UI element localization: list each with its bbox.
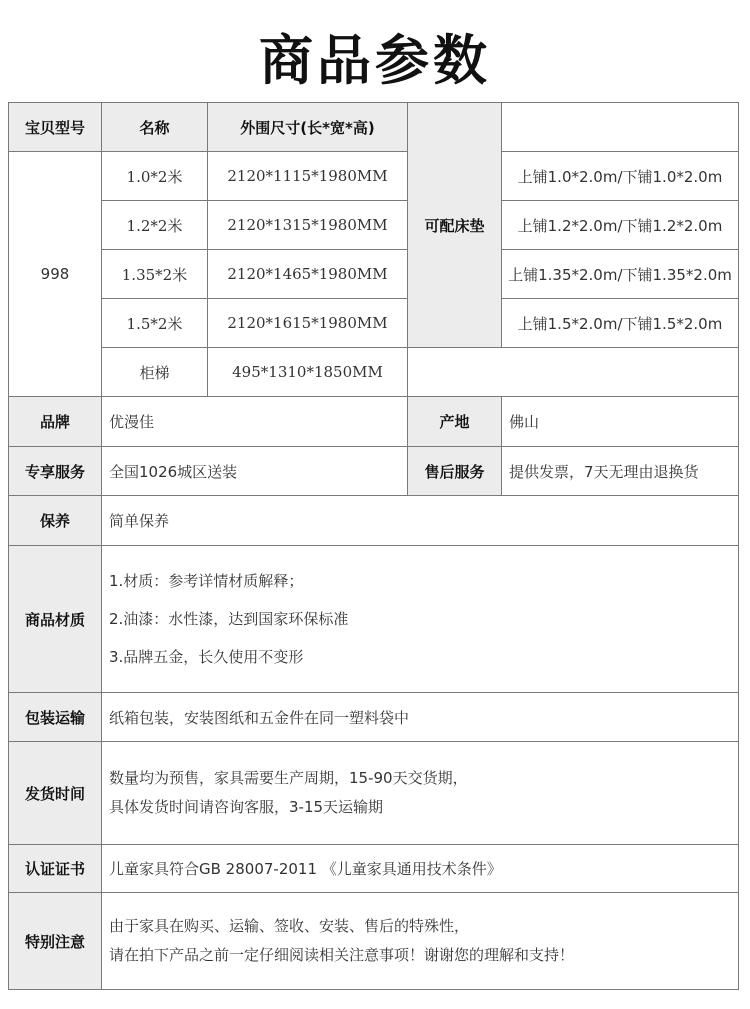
brand-value: 优漫佳 — [102, 397, 408, 447]
mattress-header-empty — [502, 103, 739, 152]
notice-line: 由于家具在购买、运输、签收、安装、售后的特殊性， — [109, 917, 470, 935]
header-row — [9, 103, 739, 152]
name-header: 名称 — [102, 103, 208, 152]
material-line: 2.油漆：水性漆，达到国家环保标准 — [109, 609, 349, 628]
size-dimensions: 2120*1115*1980MM — [208, 152, 408, 201]
mattress-size — [408, 348, 739, 397]
after-sales-label: 售后服务 — [408, 447, 502, 496]
certification-row — [9, 845, 739, 893]
size-row — [9, 152, 739, 201]
size-row — [9, 299, 739, 348]
size-name: 柜梯 — [102, 348, 208, 397]
maintenance-row — [9, 496, 739, 546]
maintenance-value: 简单保养 — [102, 496, 739, 546]
material-row — [9, 546, 739, 693]
notice-row — [9, 893, 739, 990]
material-line: 3.品牌五金，长久使用不变形 — [109, 647, 304, 666]
delivery-row — [9, 742, 739, 845]
model-label: 宝贝型号 — [9, 103, 102, 152]
packaging-value: 纸箱包装，安装图纸和五金件在同一塑料袋中 — [102, 693, 739, 742]
brand-row — [9, 397, 739, 447]
material-line: 1.材质：参考详情材质解释； — [109, 571, 304, 590]
mattress-label: 可配床垫 — [408, 103, 502, 348]
material-label: 商品材质 — [9, 546, 102, 693]
model-value: 998 — [9, 152, 102, 397]
delivery-line: 数量均为预售，家具需要生产周期，15-90天交货期， — [109, 769, 468, 787]
notice-line: 请在拍下产品之前一定仔细阅读相关注意事项！谢谢您的理解和支持！ — [109, 946, 575, 964]
origin-value: 佛山 — [502, 397, 739, 447]
material-value — [102, 546, 739, 693]
size-name: 1.35*2米 — [102, 250, 208, 299]
mattress-size: 上铺1.35*2.0m/下铺1.35*2.0m — [502, 250, 739, 299]
origin-label: 产地 — [408, 397, 502, 447]
certification-label: 认证证书 — [9, 845, 102, 893]
service-label: 专享服务 — [9, 447, 102, 496]
packaging-row — [9, 693, 739, 742]
size-name: 1.0*2米 — [102, 152, 208, 201]
size-row — [9, 201, 739, 250]
size-dimensions: 2120*1465*1980MM — [208, 250, 408, 299]
notice-label: 特别注意 — [9, 893, 102, 990]
after-sales-value: 提供发票，7天无理由退换货 — [502, 447, 739, 496]
page-title: 商品参数 — [259, 29, 491, 92]
size-dimensions: 2120*1615*1980MM — [208, 299, 408, 348]
size-name: 1.2*2米 — [102, 201, 208, 250]
delivery-label: 发货时间 — [9, 742, 102, 845]
product-params-table — [8, 102, 739, 990]
size-dimensions: 2120*1315*1980MM — [208, 201, 408, 250]
mattress-size: 上铺1.0*2.0m/下铺1.0*2.0m — [502, 152, 739, 201]
size-header: 外围尺寸(长*宽*高) — [208, 103, 408, 152]
delivery-line: 具体发货时间请咨询客服，3-15天运输期 — [109, 798, 384, 816]
service-value: 全国1026城区送装 — [102, 447, 408, 496]
delivery-value — [102, 742, 739, 845]
service-row — [9, 447, 739, 496]
size-row — [9, 348, 739, 397]
mattress-size: 上铺1.2*2.0m/下铺1.2*2.0m — [502, 201, 739, 250]
size-row — [9, 250, 739, 299]
size-dimensions: 495*1310*1850MM — [208, 348, 408, 397]
maintenance-label: 保养 — [9, 496, 102, 546]
notice-value — [102, 893, 739, 990]
size-name: 1.5*2米 — [102, 299, 208, 348]
mattress-size: 上铺1.5*2.0m/下铺1.5*2.0m — [502, 299, 739, 348]
brand-label: 品牌 — [9, 397, 102, 447]
packaging-label: 包装运输 — [9, 693, 102, 742]
certification-value: 儿童家具符合GB 28007-2011 《儿童家具通用技术条件》 — [102, 845, 739, 893]
